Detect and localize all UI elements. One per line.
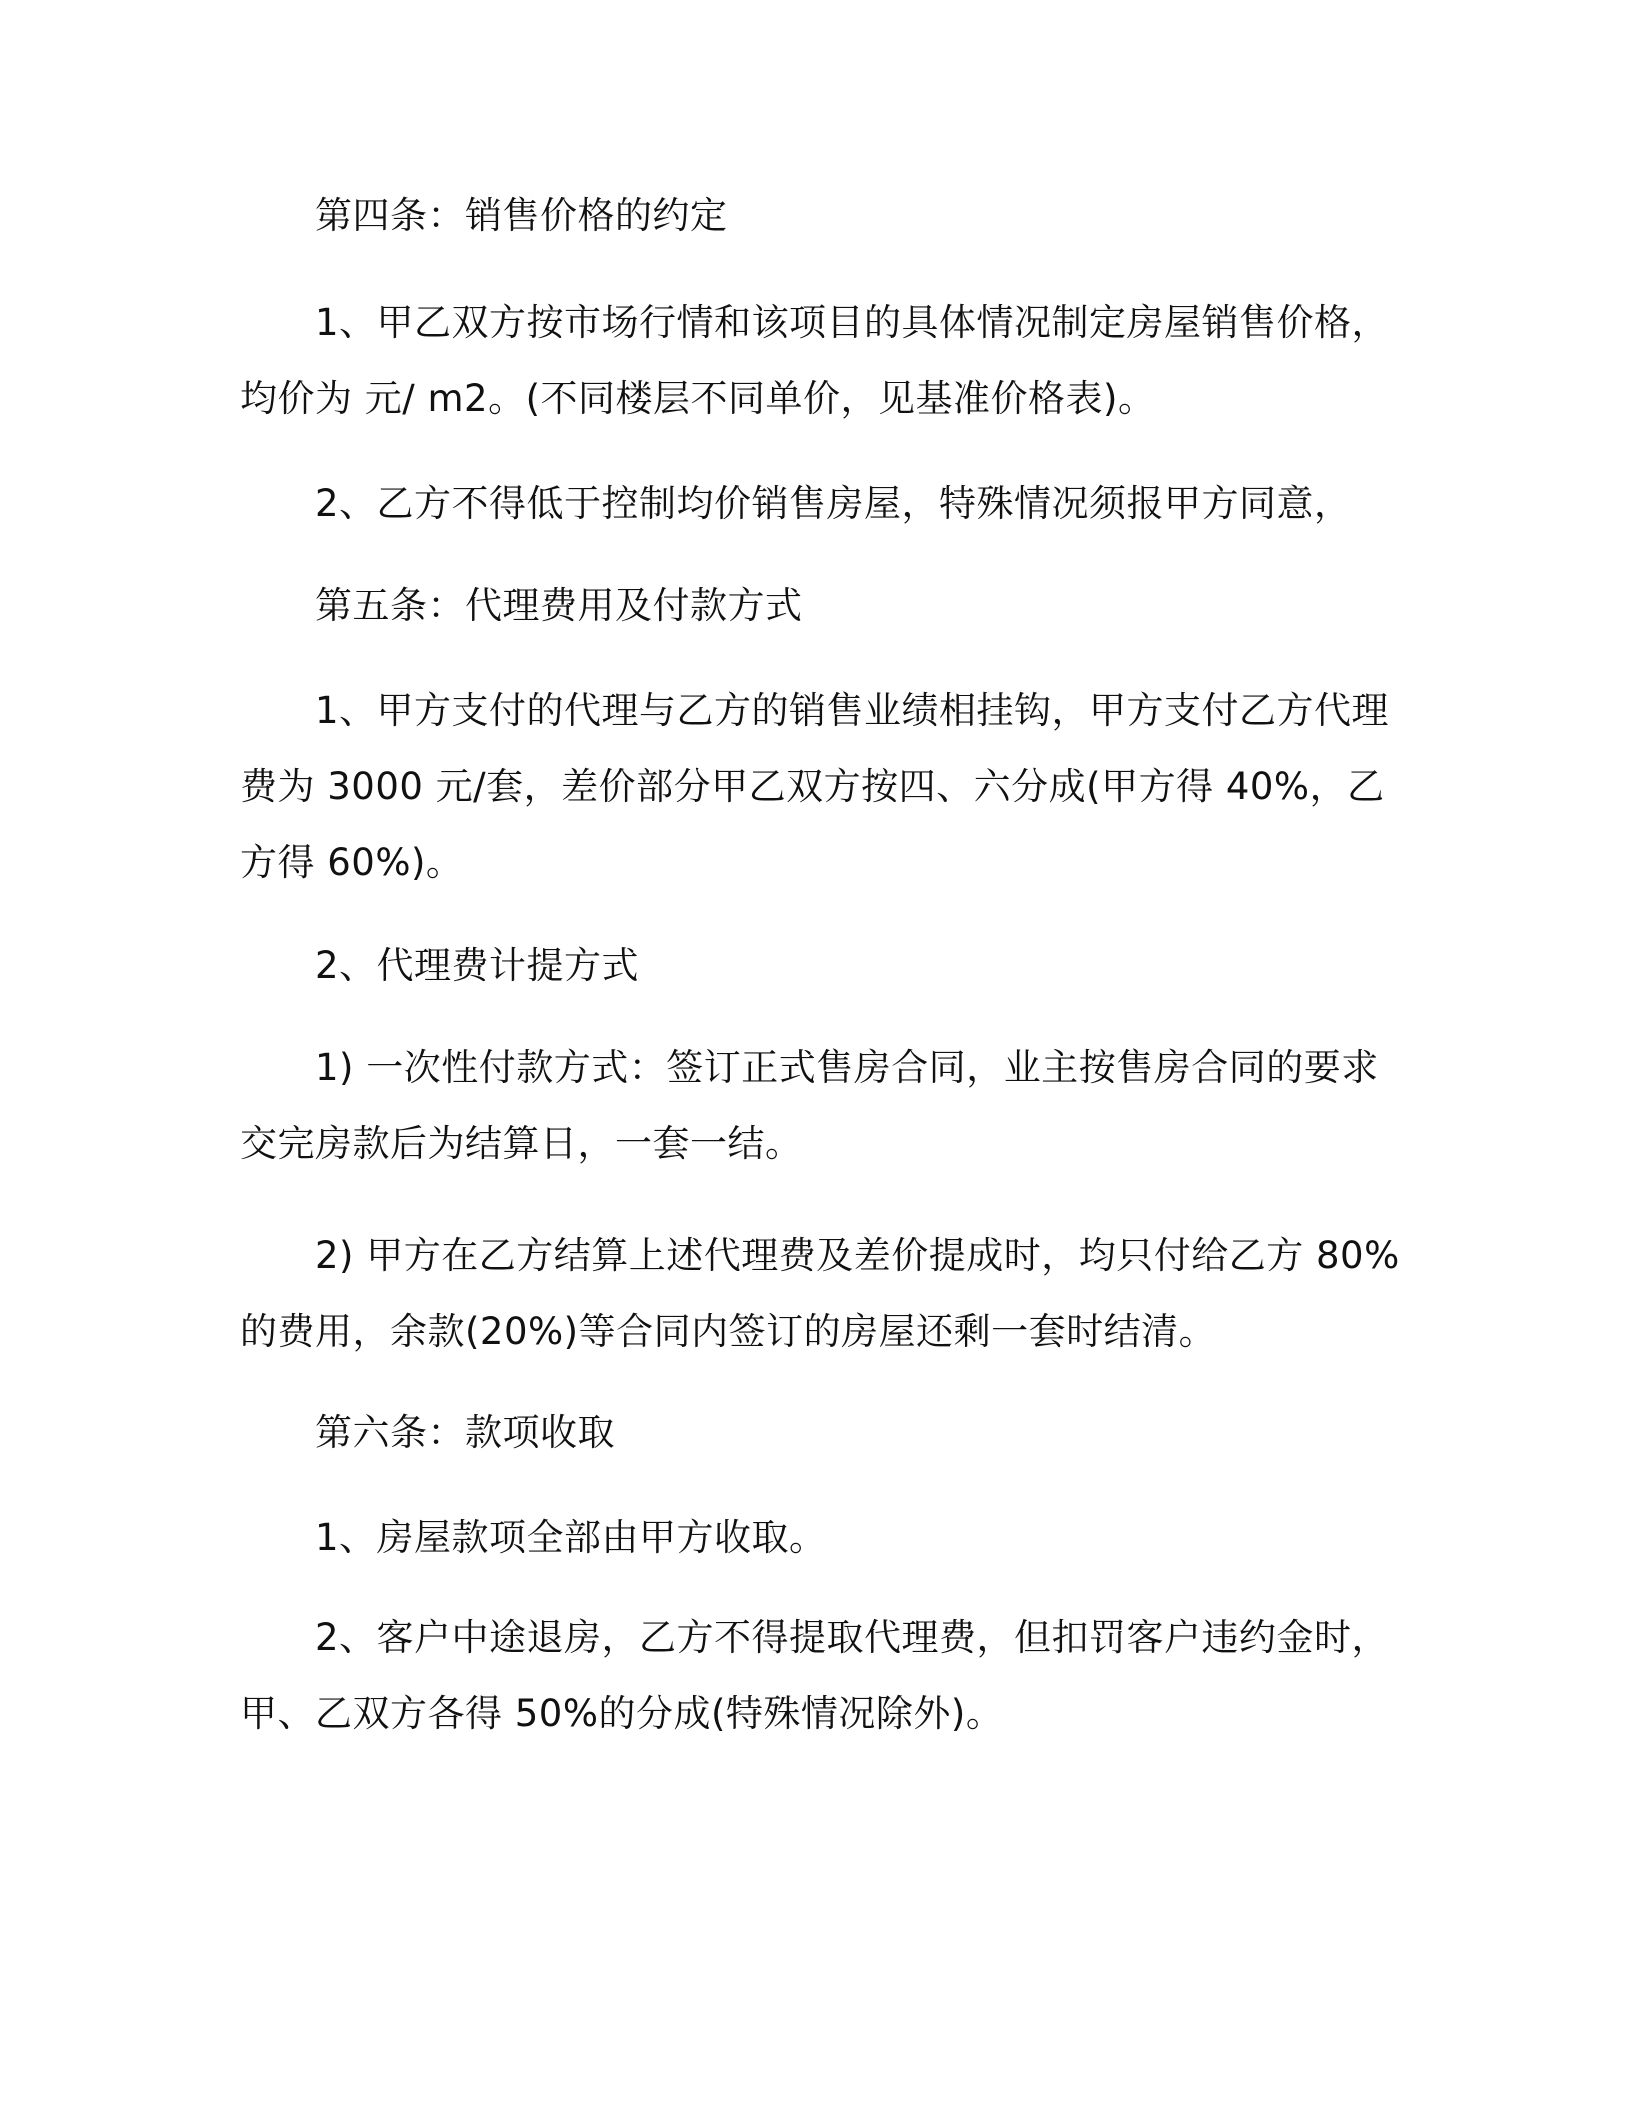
article-6-item-2: 2、客户中途退房，乙方不得提取代理费，但扣罚客户违约金时，甲、乙双方各得 50%的分成(特殊情况除外)。 <box>240 1616 1390 1735</box>
article-4-heading: 第四条：销售价格的约定 <box>315 194 728 237</box>
article-4-item-2: 2、乙方不得低于控制均价销售房屋，特殊情况须报甲方同意， <box>315 482 1352 525</box>
article-4-item-1: 1、甲乙双方按市场行情和该项目的具体情况制定房屋销售价格，均价为 元/ m2。(不同楼层不同单价，见基准价格表)。 <box>240 301 1390 420</box>
article-6-heading: 第六条：款项收取 <box>315 1411 615 1454</box>
article-5-item-1: 1、甲方支付的代理与乙方的销售业绩相挂钩，甲方支付乙方代理费为 3000 元/套，差价部分甲乙双方按四、六分成(甲方得 40%，乙方得 60%)。 <box>240 689 1390 884</box>
article-5-item-2-2: 2) 甲方在乙方结算上述代理费及差价提成时，均只付给乙方 80%的费用，余款(20%)等合同内签订的房屋还剩一套时结清。 <box>240 1234 1400 1353</box>
article-5-item-2: 2、代理费计提方式 <box>315 944 640 987</box>
article-5-heading: 第五条：代理费用及付款方式 <box>315 584 803 627</box>
article-6-item-1: 1、房屋款项全部由甲方收取。 <box>315 1516 827 1559</box>
article-5-item-2-1: 1) 一次性付款方式：签订正式售房合同，业主按售房合同的要求交完房款后为结算日，一套一结。 <box>240 1046 1379 1165</box>
